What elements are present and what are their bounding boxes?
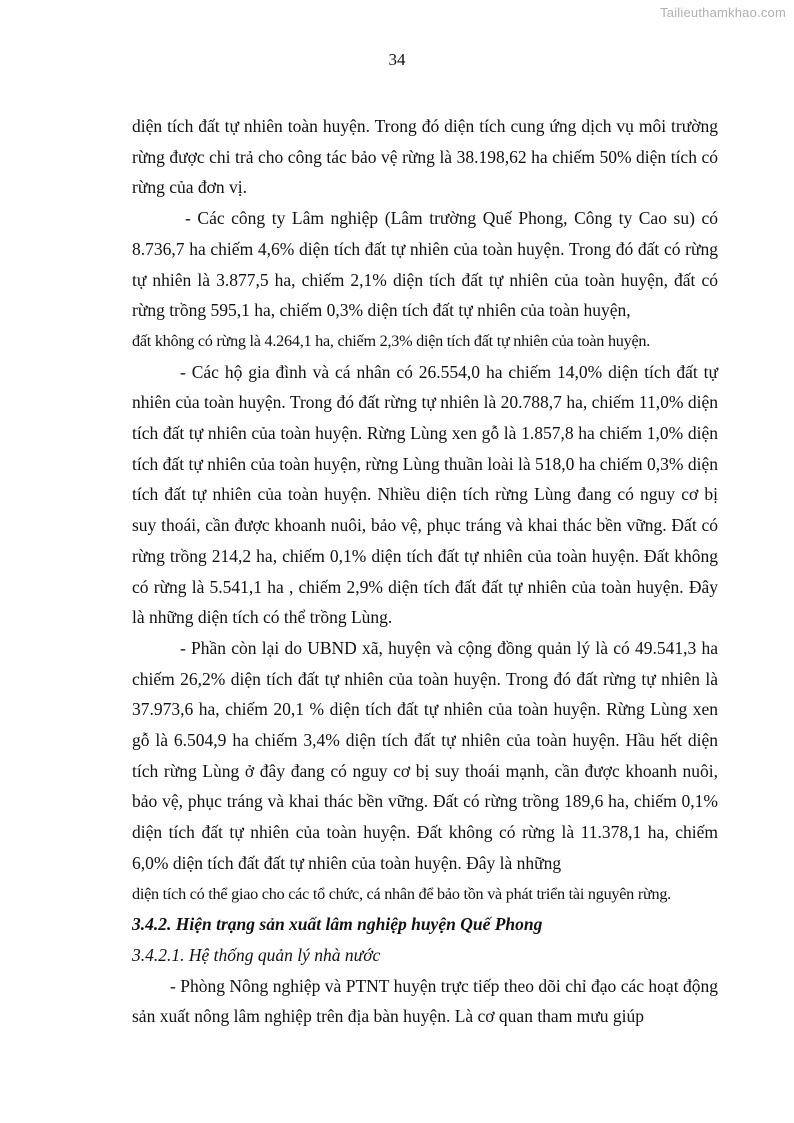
paragraph-2-last-line: đất không có rừng là 4.264,1 ha, chiếm 2,3% diện tích đất tự nhiên của toàn huyện.	[132, 331, 651, 350]
section-heading: 3.4.2. Hiện trạng sản xuất lâm nghiệp huyện Quế Phong	[132, 914, 543, 935]
page-number: 34	[388, 50, 406, 69]
paragraph-1: diện tích đất tự nhiên toàn huyện. Trong đó diện tích cung ứng dịch vụ môi trường rừng được chi trả cho công tác bảo vệ rừng là 38.198,62 ha chiếm 50% diện tích có rừng của đơn vị.	[132, 116, 718, 198]
watermark: Tailieuthamkhao.com	[660, 5, 786, 20]
paragraph-4: - Phần còn lại do UBND xã, huyện và cộng đồng quản lý là có 49.541,3 ha chiếm 26,2% diện tích đất tự nhiên của toàn huyện. Trong đó đất rừng tự nhiên là 37.973,6 ha, chiếm 20,1 % diện tích đất tự nhiên của toàn huyện. Rừng Lùng xen gỗ là 6.504,9 ha chiếm 3,4% diện tích đất tự nhiên của toàn huyện. Hầu hết diện tích rừng Lùng ở đây đang có nguy cơ bị suy thoái mạnh, cần được khoanh nuôi, bảo vệ, phục tráng và khai thác bền vững. Đất có rừng trồng 189,6 ha, chiếm 0,1% diện tích đất tự nhiên của toàn huyện. Đất không có rừng là 11.378,1 ha, chiếm 6,0% diện tích đất đất tự nhiên của toàn huyện. Đây là những	[132, 637, 718, 873]
paragraph-4-last-line: diện tích có thể giao cho các tổ chức, cá nhân để bảo tồn và phát triển tài nguyên rừng.	[132, 884, 671, 903]
paragraph-2: - Các công ty Lâm nghiệp (Lâm trường Quế Phong, Công ty Cao su) có 8.736,7 ha chiếm 4,6% diện tích đất tự nhiên của toàn huyện. Trong đó đất có rừng tự nhiên là 3.877,5 ha, chiếm 2,1% diện tích đất tự nhiên của toàn huyện, đất có rừng trồng 595,1 ha, chiếm 0,3% diện tích đất tự nhiên của toàn huyện,	[132, 208, 718, 321]
subsection-heading: 3.4.2.1. Hệ thống quản lý nhà nước	[132, 944, 381, 965]
body-text	[132, 111, 718, 1032]
paragraph-3: - Các hộ gia đình và cá nhân có 26.554,0 ha chiếm 14,0% diện tích đất tự nhiên của toàn huyện. Trong đó đất rừng tự nhiên là 20.788,7 ha, chiếm 11,0% diện tích đất tự nhiên của toàn huyện. Rừng Lùng xen gỗ là 1.857,8 ha chiếm 1,0% diện tích đất tự nhiên của toàn huyện, rừng Lùng thuần loài là 518,0 ha chiếm 0,3% diện tích đất tự nhiên của toàn huyện. Nhiều diện tích rừng Lùng đang có nguy cơ bị suy thoái, cần được khoanh nuôi, bảo vệ, phục tráng và khai thác bền vững. Đất có rừng trồng 214,2 ha, chiếm 0,1% diện tích đất tự nhiên của toàn huyện. Đất không có rừng là 5.541,1 ha , chiếm 2,9% diện tích đất đất tự nhiên của toàn huyện. Đây là những diện tích có thể trồng Lùng.	[132, 361, 718, 628]
paragraph-5: - Phòng Nông nghiệp và PTNT huyện trực tiếp theo dõi chỉ đạo các hoạt động sản xuất nông lâm nghiệp trên địa bàn huyện. Là cơ quan tham mưu giúp	[132, 975, 718, 1027]
